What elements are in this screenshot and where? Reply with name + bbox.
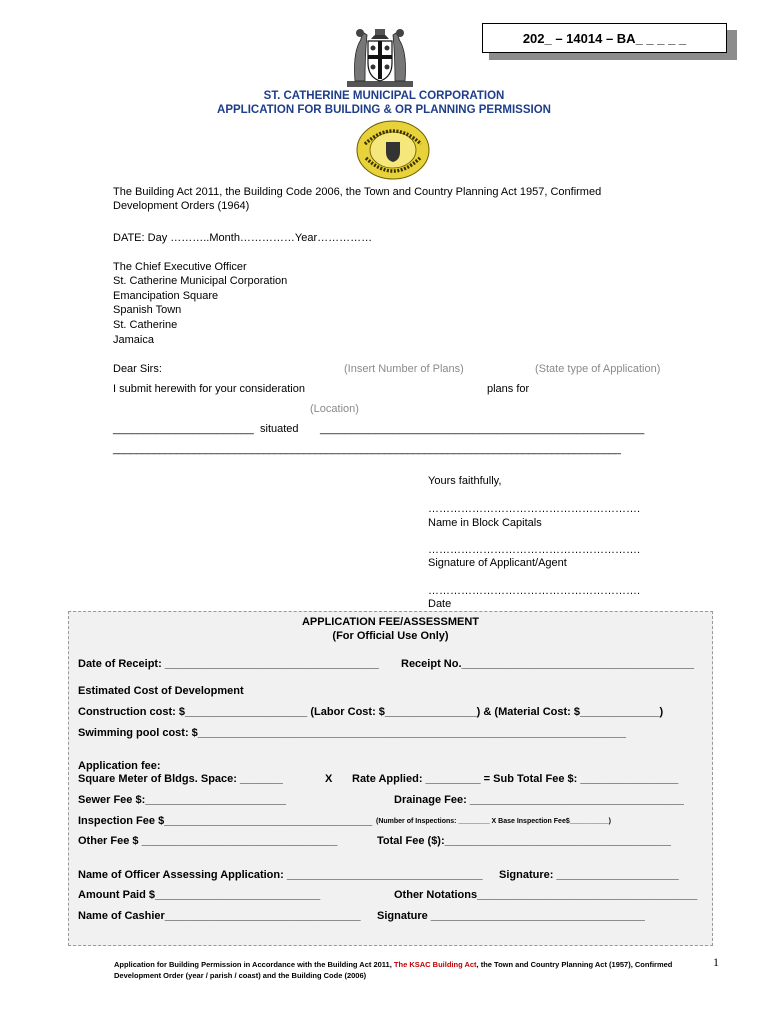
name-dotted-field[interactable]: …………………………………………………. bbox=[428, 503, 641, 515]
address-line: The Chief Executive Officer bbox=[113, 261, 247, 273]
amount-paid-field[interactable]: Amount Paid $___________________________ bbox=[78, 889, 321, 901]
multiply-sign: X bbox=[325, 773, 333, 785]
construction-cost-field[interactable]: Construction cost: $____________________ (Labor Cost: $_______________) & (Material Cost: $_____________) bbox=[78, 706, 664, 718]
hint-location: (Location) bbox=[310, 403, 359, 415]
signature-applicant-label: Signature of Applicant/Agent bbox=[428, 557, 567, 569]
address-line: Jamaica bbox=[113, 334, 154, 346]
acts-line-1: The Building Act 2011, the Building Code 2006, the Town and Country Planning Act 1957, Confirmed bbox=[113, 186, 602, 198]
address-line: St. Catherine bbox=[113, 319, 178, 331]
footer-text: , the Town and Country Planning Act (1957), Confirmed Development Order (year / parish / coast) and the Building Code (2006) bbox=[114, 960, 673, 980]
date-of-receipt-field[interactable]: Date of Receipt: ___________________________________ bbox=[78, 658, 379, 670]
address-line: Emancipation Square bbox=[113, 290, 219, 302]
situated-right-field[interactable]: _____________________________________________________ bbox=[320, 423, 645, 435]
page-number: 1 bbox=[713, 955, 719, 969]
fee-section-subtitle: (For Official Use Only) bbox=[332, 630, 449, 642]
inspection-fee-note: (Number of Inspections: ________ X Base Inspection Fee$__________) bbox=[376, 818, 611, 825]
pool-cost-field[interactable]: Swimming pool cost: $______________________________________________________________________ bbox=[78, 727, 627, 739]
situated-left-field[interactable]: _______________________ bbox=[113, 423, 254, 435]
acts-line-2: Development Orders (1964) bbox=[113, 200, 250, 212]
application-fee-heading: Application fee: bbox=[78, 760, 161, 772]
reference-number: 202_ – 14014 – BA_ _ _ _ _ bbox=[522, 30, 687, 46]
situated-text: situated bbox=[260, 423, 299, 435]
officer-signature-field[interactable]: Signature: ____________________ bbox=[499, 869, 679, 881]
date-dotted-field[interactable]: …………………………………………………. bbox=[428, 585, 641, 597]
hint-number-of-plans: (Insert Number of Plans) bbox=[344, 363, 464, 375]
location-continuation-field[interactable]: ________________________________________________________________________________________ bbox=[113, 443, 621, 455]
estimated-cost-heading: Estimated Cost of Development bbox=[78, 685, 244, 697]
footer-text: Application for Building Permission in Accordance with the Building Act 2011, bbox=[114, 960, 394, 969]
application-title: APPLICATION FOR BUILDING & OR PLANNING PERMISSION bbox=[217, 104, 551, 116]
footer-ksac-act: The KSAC Building Act bbox=[393, 960, 477, 969]
salutation: Dear Sirs: bbox=[113, 363, 162, 375]
yours-faithfully: Yours faithfully, bbox=[428, 475, 502, 487]
drainage-fee-field[interactable]: Drainage Fee: ___________________________________ bbox=[394, 794, 684, 806]
date-line: DATE: Day ………..Month……………Year…………… bbox=[113, 232, 373, 244]
sewer-fee-field[interactable]: Sewer Fee $:_______________________ bbox=[78, 794, 286, 806]
rate-applied-field[interactable]: Rate Applied: _________ = Sub Total Fee $: ________________ bbox=[352, 773, 679, 785]
date-label: Date bbox=[428, 598, 452, 610]
address-line: Spanish Town bbox=[113, 304, 182, 316]
reference-number-box bbox=[482, 23, 727, 53]
square-meter-field[interactable]: Square Meter of Bldgs. Space: _______ bbox=[78, 773, 283, 785]
signature-dotted-field[interactable]: …………………………………………………. bbox=[428, 544, 641, 556]
submit-text: I submit herewith for your consideration bbox=[113, 383, 305, 395]
plans-for-text: plans for bbox=[487, 383, 530, 395]
other-notations-field[interactable]: Other Notations____________________________________ bbox=[394, 889, 698, 901]
cashier-name-field[interactable]: Name of Cashier________________________________ bbox=[78, 910, 361, 922]
hint-application-type: (State type of Application) bbox=[535, 363, 661, 375]
receipt-no-field[interactable]: Receipt No.______________________________________ bbox=[401, 658, 694, 670]
fee-section-title: APPLICATION FEE/ASSESSMENT bbox=[301, 616, 480, 628]
officer-name-field[interactable]: Name of Officer Assessing Application: ________________________________ bbox=[78, 869, 483, 881]
footer-note bbox=[114, 959, 704, 981]
other-fee-field[interactable]: Other Fee $ ________________________________ bbox=[78, 835, 338, 847]
municipal-seal-icon bbox=[356, 120, 430, 180]
cashier-signature-field[interactable]: Signature ___________________________________ bbox=[377, 910, 645, 922]
coat-of-arms-icon bbox=[337, 25, 423, 91]
total-fee-field[interactable]: Total Fee ($):_____________________________________ bbox=[377, 835, 671, 847]
address-line: St. Catherine Municipal Corporation bbox=[113, 275, 288, 287]
inspection-fee-field[interactable]: Inspection Fee $__________________________________ bbox=[78, 815, 373, 827]
corporation-heading: ST. CATHERINE MUNICIPAL CORPORATION bbox=[263, 90, 505, 102]
name-block-capitals-label: Name in Block Capitals bbox=[428, 517, 542, 529]
